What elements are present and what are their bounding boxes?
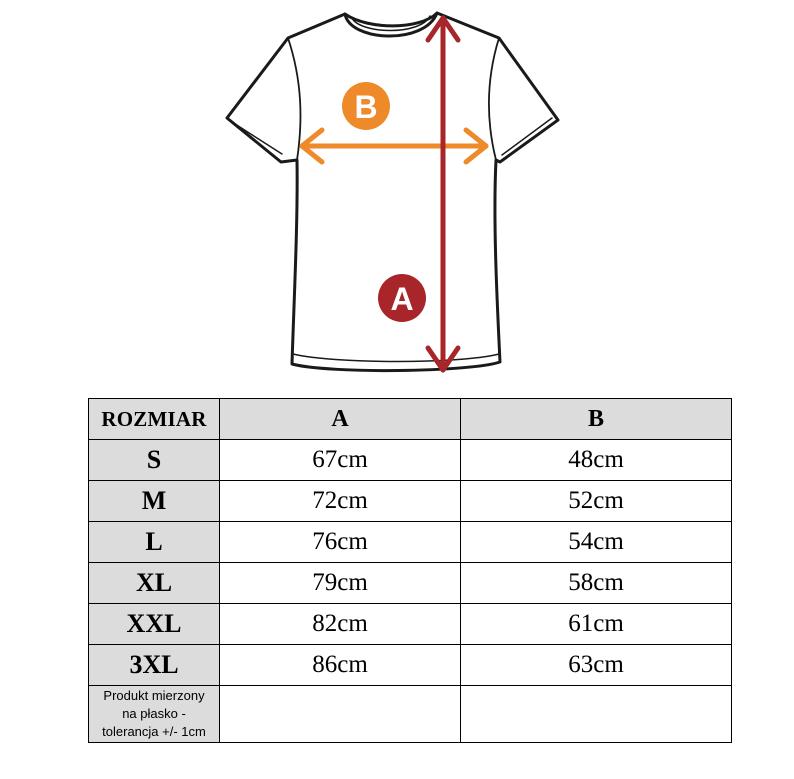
note-line: tolerancja +/- 1cm (102, 724, 206, 739)
b-value-cell: 61cm (461, 604, 732, 645)
a-value-cell: 86cm (220, 645, 461, 686)
badge-a-label: A (390, 281, 414, 317)
measurement-b-arrow (302, 130, 486, 162)
empty-cell (220, 686, 461, 743)
badge-a (378, 274, 426, 322)
table-row (89, 440, 732, 481)
b-value-cell: 52cm (461, 481, 732, 522)
table-row (89, 645, 732, 686)
empty-cell (461, 686, 732, 743)
table-row (89, 522, 732, 563)
size-cell: XXL (89, 604, 220, 645)
note-line: Produkt mierzony (103, 688, 205, 703)
badge-b (342, 82, 390, 130)
size-cell: S (89, 440, 220, 481)
header-b: B (461, 399, 732, 440)
b-value-cell: 48cm (461, 440, 732, 481)
table-row (89, 481, 732, 522)
note-line: na płasko - (122, 706, 186, 721)
table-row (89, 563, 732, 604)
a-value-cell: 82cm (220, 604, 461, 645)
badge-b-label: B (354, 89, 378, 125)
a-value-cell: 67cm (220, 440, 461, 481)
table-header-row (89, 399, 732, 440)
size-cell: M (89, 481, 220, 522)
header-rozmiar: ROZMIAR (89, 399, 220, 440)
b-value-cell: 63cm (461, 645, 732, 686)
size-table (88, 398, 732, 743)
b-value-cell: 58cm (461, 563, 732, 604)
note-row (89, 686, 732, 743)
measurement-note (89, 686, 220, 743)
measurement-a-arrow (428, 18, 458, 370)
b-value-cell: 54cm (461, 522, 732, 563)
a-value-cell: 76cm (220, 522, 461, 563)
size-cell: L (89, 522, 220, 563)
table-row (89, 604, 732, 645)
a-value-cell: 72cm (220, 481, 461, 522)
size-cell: XL (89, 563, 220, 604)
header-a: A (220, 399, 461, 440)
size-cell: 3XL (89, 645, 220, 686)
a-value-cell: 79cm (220, 563, 461, 604)
